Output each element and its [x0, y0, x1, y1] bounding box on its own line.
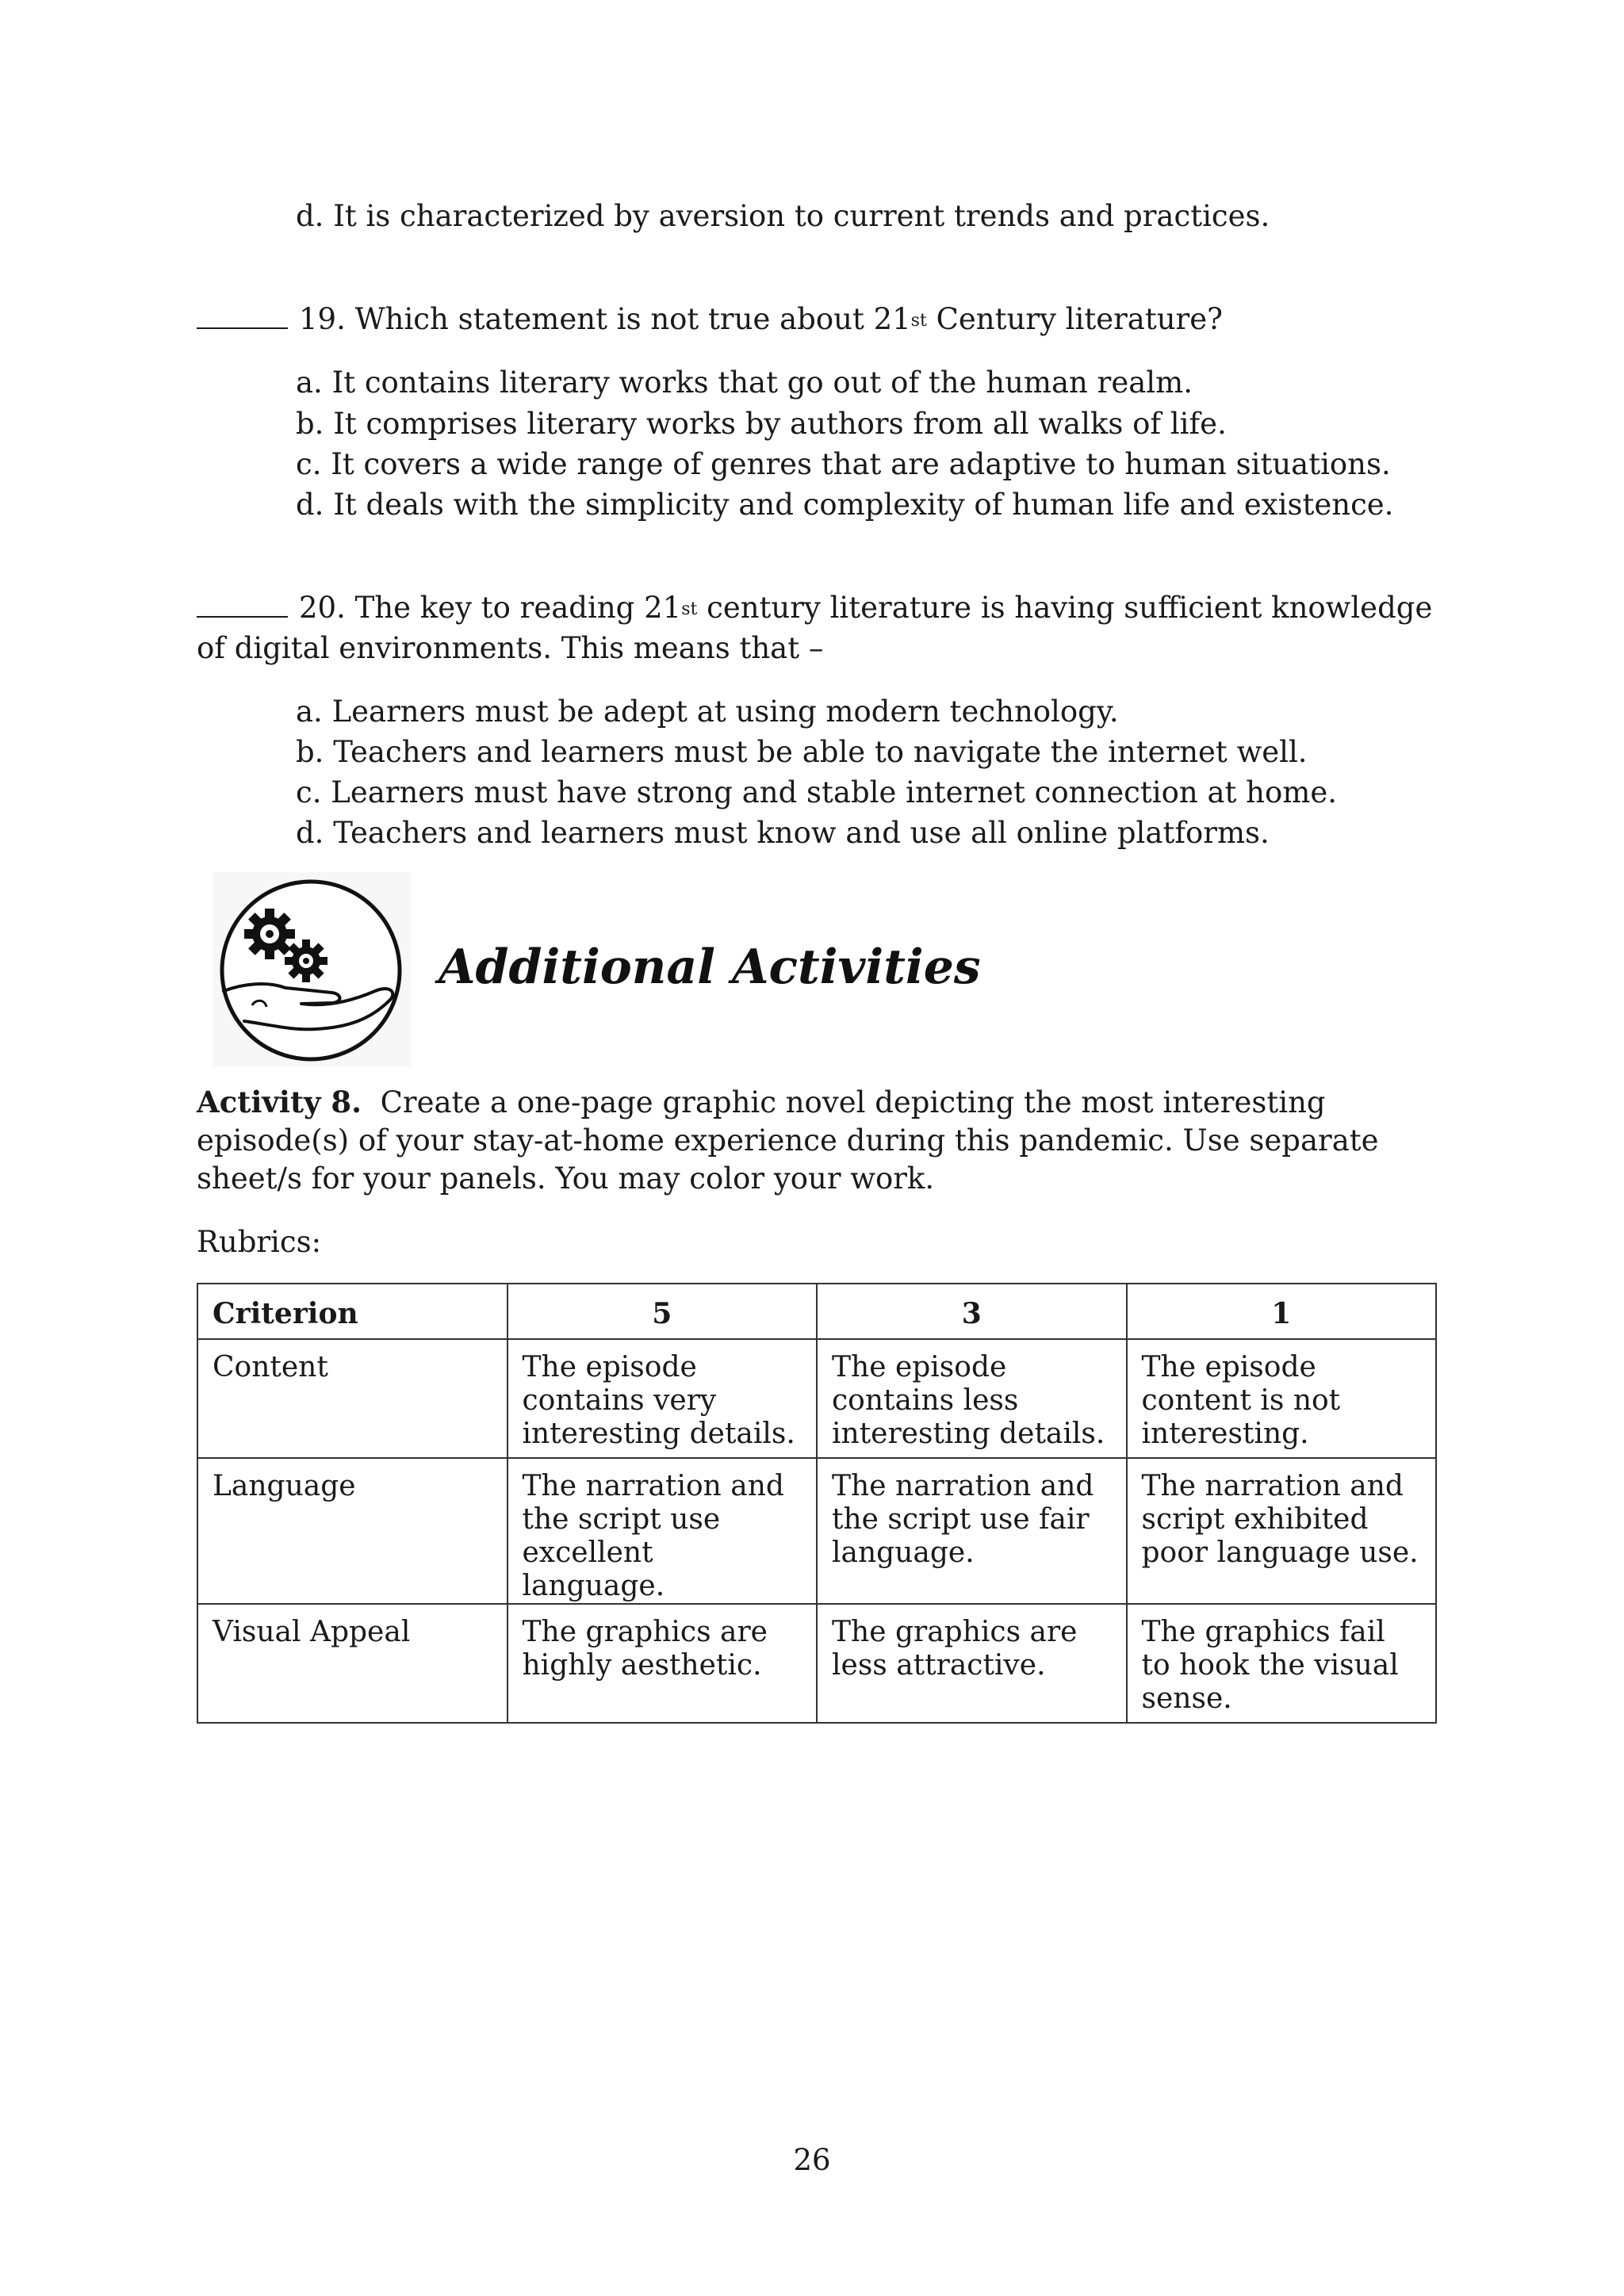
- criterion-cell: Language: [197, 1458, 508, 1604]
- option-d: d. It deals with the simplicity and complexity of human life and existence.: [296, 488, 1394, 522]
- activity-instructions: [197, 1083, 1450, 1198]
- header-score-1: 1: [1127, 1284, 1437, 1339]
- header-criterion: Criterion: [197, 1284, 508, 1339]
- question-number: 19.: [299, 302, 346, 336]
- question-stem-cont: Century literature?: [936, 302, 1223, 336]
- page-number: 26: [793, 2143, 831, 2177]
- answer-blank[interactable]: [197, 589, 288, 618]
- rubric-cell: The narration and the script use excellent language.: [508, 1458, 818, 1604]
- section-title: Additional Activities: [439, 939, 981, 995]
- rubric-cell: The narration and script exhibited poor language use.: [1127, 1458, 1437, 1604]
- table-header-row: [197, 1284, 1436, 1339]
- table-row: [197, 1339, 1436, 1458]
- question-stem: The key to reading 21: [354, 591, 682, 625]
- question-19: [197, 300, 1223, 339]
- rubric-cell: The graphics are highly aesthetic.: [508, 1604, 818, 1723]
- rubric-cell: The episode contains very interesting details.: [508, 1339, 818, 1458]
- question-stem: Which statement is not true about 21: [354, 302, 911, 336]
- rubric-cell: The episode content is not interesting.: [1127, 1339, 1437, 1458]
- answer-blank[interactable]: [197, 300, 288, 329]
- gears-in-hand-icon: [213, 872, 411, 1066]
- activity-text: Create a one-page graphic novel depicting the most interesting episode(s) of your stay-at-home experience during this pandemic. Use separate sheet/s for your panels. You may color your work.: [197, 1085, 1379, 1196]
- option-a: a. It contains literary works that go out of the human realm.: [296, 365, 1193, 400]
- option-c: c. Learners must have strong and stable internet connection at home.: [296, 775, 1337, 809]
- header-score-5: 5: [508, 1284, 818, 1339]
- superscript: st: [910, 311, 927, 331]
- question-20: [197, 588, 1432, 628]
- rubrics-label: Rubrics:: [197, 1225, 322, 1259]
- option-b: b. It comprises literary works by authors from all walks of life.: [296, 407, 1227, 441]
- table-row: [197, 1458, 1436, 1604]
- option-b: b. Teachers and learners must be able to navigate the internet well.: [296, 735, 1308, 769]
- rubric-cell: The episode contains less interesting details.: [817, 1339, 1127, 1458]
- option-d: d. Teachers and learners must know and use all online platforms.: [296, 816, 1270, 850]
- rubric-cell: The graphics are less attractive.: [817, 1604, 1127, 1723]
- question-stem-cont: century literature is having sufficient knowledge: [707, 591, 1433, 625]
- option-d-prev: d. It is characterized by aversion to current trends and practices.: [296, 199, 1270, 233]
- activity-label: Activity 8.: [197, 1085, 362, 1119]
- option-c: c. It covers a wide range of genres that are adaptive to human situations.: [296, 447, 1391, 481]
- rubric-cell: The narration and the script use fair language.: [817, 1458, 1127, 1604]
- table-row: [197, 1604, 1436, 1723]
- question-20-line2: of digital environments. This means that –: [197, 631, 824, 665]
- superscript: st: [681, 599, 698, 619]
- rubric-table: [197, 1283, 1437, 1724]
- criterion-cell: Visual Appeal: [197, 1604, 508, 1723]
- rubric-cell: The graphics fail to hook the visual sense.: [1127, 1604, 1437, 1723]
- header-score-3: 3: [817, 1284, 1127, 1339]
- question-number: 20.: [299, 591, 346, 625]
- option-a: a. Learners must be adept at using modern technology.: [296, 695, 1119, 729]
- criterion-cell: Content: [197, 1339, 508, 1458]
